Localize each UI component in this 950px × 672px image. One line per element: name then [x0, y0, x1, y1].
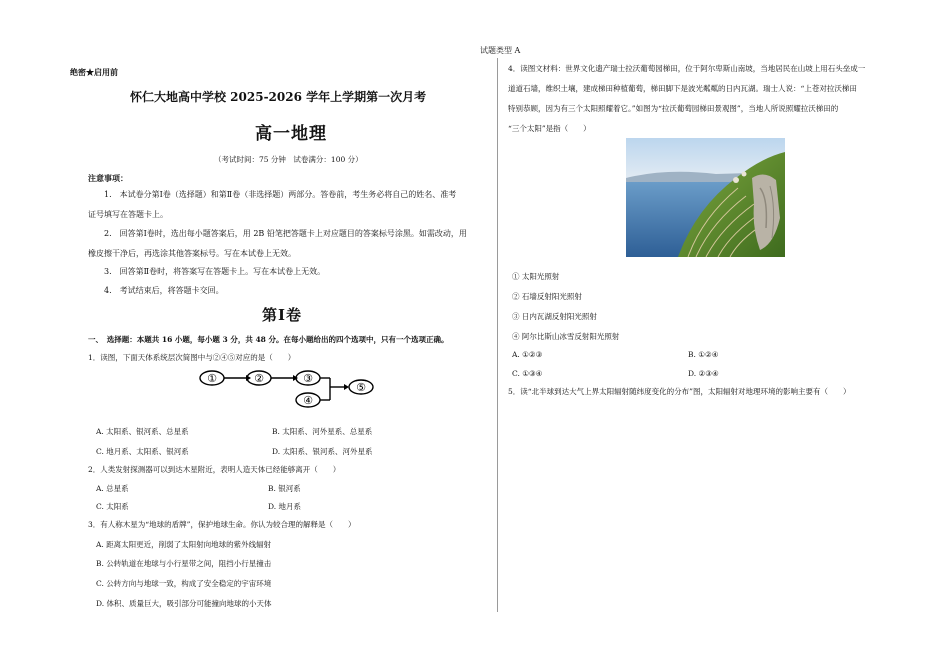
q4-statement-1: ① 太阳光照射 [512, 272, 560, 281]
q4-stem-line3: 特别恭顾，因为有三个太阳照耀着它。”如图为“拉沃葡萄园梯田景观图”，当地人所说照耀拉沃梯田的 [508, 104, 839, 113]
celestial-system-diagram [196, 366, 386, 412]
q4-stem-line4: “三个太阳”是指（ ） [508, 124, 591, 133]
q1-option-b: B. 太阳系、河外星系、总星系 [272, 427, 373, 436]
q1-stem: 1．读图，下面天体系统层次简图中与②④⑤对应的是（ ） [88, 353, 296, 362]
q4-option-b: B. ①②④ [688, 350, 719, 359]
secret-label: 绝密★启用前 [70, 67, 118, 77]
q5-stem: 5．读“北半球到达大气上界太阳辐射随纬度变化的分布”图，太阳辐射对地理环境的影响主要有（ ） [508, 387, 851, 396]
section-title: 第Ⅰ卷 [262, 306, 303, 324]
subject-title: 高一地理 [255, 124, 327, 144]
lavaux-terraces-photo [626, 138, 785, 257]
q2-option-b: B. 银河系 [268, 484, 301, 493]
q2-stem: 2．人类发射探测器可以到达木星附近，表明人造天体已经能够离开（ ） [88, 465, 341, 474]
note-3: 3. 回答第Ⅱ卷时，将答案写在答题卡上。写在本试卷上无效。 [104, 267, 326, 276]
note-4: 4. 考试结束后，将答题卡交回。 [104, 286, 224, 295]
q3-stem: 3．有人称木星为“地球的盾牌”，保护地球生命。你认为较合理的解释是（ ） [88, 520, 356, 529]
notes-heading: 注意事项： [88, 173, 128, 183]
q4-option-c: C. ①③④ [512, 369, 543, 378]
q4-option-d: D. ②③④ [688, 369, 719, 378]
q4-statement-3: ③ 日内瓦湖反射阳光照射 [512, 312, 597, 321]
section-instruction: 一、 选择题：本题共 16 小题，每小题 3 分，共 48 分。在每小题给出的四个选项中，只有一个选项正确。 [88, 335, 449, 344]
node-3-label: ③ [303, 372, 313, 385]
node-1-label: ① [207, 372, 217, 385]
q1-option-a: A. 太阳系、银河系、总星系 [96, 427, 189, 436]
q4-statement-2: ② 石墙反射阳光照射 [512, 292, 582, 301]
node-5-label: ⑤ [356, 381, 366, 394]
q1-option-c: C. 地月系、太阳系、银河系 [96, 447, 189, 456]
node-2-label: ② [254, 372, 264, 385]
q1-option-d: D. 太阳系、银河系、河外星系 [272, 447, 373, 456]
q4-stem-line2: 道道石墙，维织土壤，建成梯田种植葡萄，梯田脚下是波光粼粼的日内瓦湖。瑞士人说：“上苍对拉沃梯田 [508, 84, 857, 93]
node-4-label: ④ [303, 394, 313, 407]
note-2a: 2. 回答第Ⅰ卷时，选出每小题答案后，用 2B 铅笔把答题卡上对应题目的答案标号涂黑。如需改动，用 [104, 229, 467, 238]
q2-option-c: C. 太阳系 [96, 502, 129, 511]
column-divider [497, 58, 498, 612]
note-1a: 1. 本试卷分第Ⅰ卷（选择题）和第Ⅱ卷（非选择题）两部分。答卷前，考生务必将自己的姓名、准考 [104, 190, 457, 199]
q3-option-c: C. 公转方向与地球一致，构成了安全稳定的宇宙环境 [96, 579, 272, 588]
paper-type-label: 试题类型 A [480, 46, 521, 55]
note-1b: 证号填写在答题卡上。 [88, 210, 168, 219]
q3-option-d: D. 体积、质量巨大，吸引部分可能撞向地球的小天体 [96, 599, 272, 608]
q2-option-d: D. 地月系 [268, 502, 302, 511]
q4-statement-4: ④ 阿尔比斯山冰雪反射阳光照射 [512, 332, 620, 341]
q4-option-a: A. ①②③ [512, 350, 543, 359]
q2-option-a: A. 总星系 [96, 484, 129, 493]
q4-stem-line1: 4．读图文材料：世界文化遗产瑞士拉沃葡萄园梯田，位于阿尔卑斯山南坡，当地居民在山坡上用石头垒成一 [508, 64, 866, 73]
time-score: （考试时间：75 分钟 试卷满分：100 分） [214, 155, 363, 164]
note-2b: 橡皮擦干净后，再选涂其他答案标号。写在本试卷上无效。 [88, 249, 296, 258]
q3-option-a: A. 距离太阳更近，削弱了太阳射向地球的紫外线辐射 [96, 540, 272, 549]
school-title: 怀仁大地高中学校 2025-2026 学年上学期第一次月考 [130, 90, 427, 104]
q3-option-b: B. 公转轨道在地球与小行星带之间，阻挡小行星撞击 [96, 559, 272, 568]
